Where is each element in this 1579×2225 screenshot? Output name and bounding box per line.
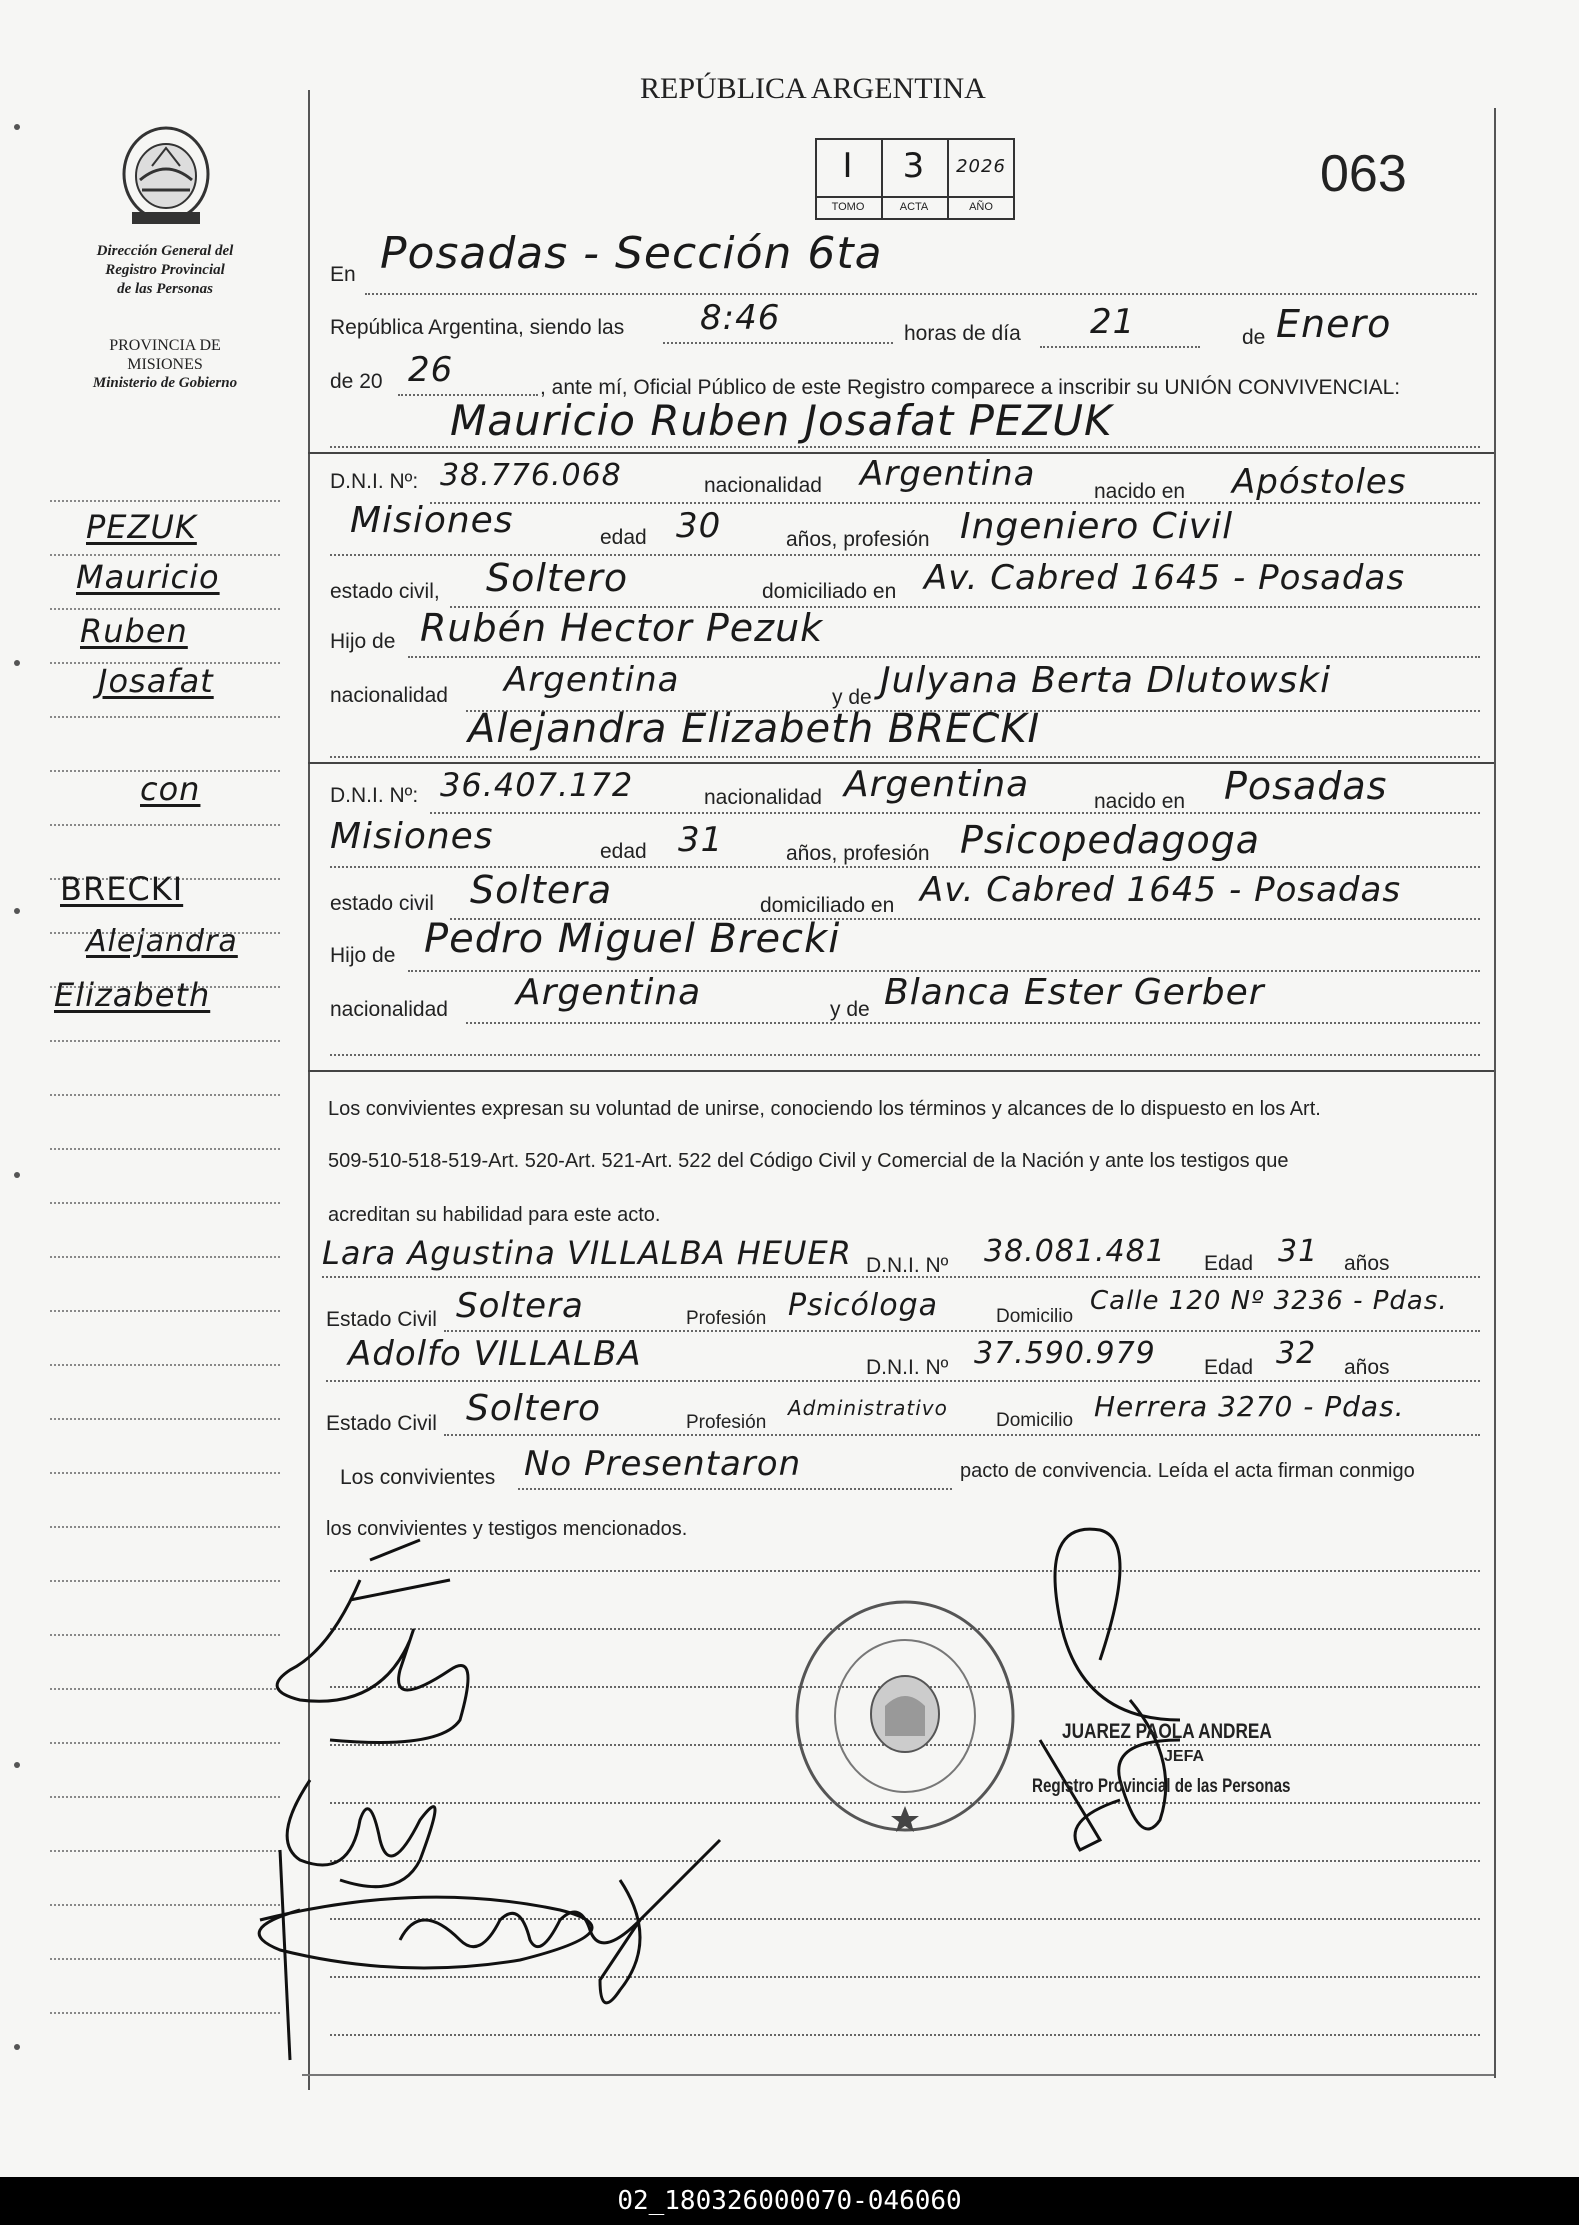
en-label: En <box>330 263 356 286</box>
p2-profession-value: Psicopedagoga <box>960 818 1261 862</box>
closing-line2: los convivientes y testigos mencionados. <box>326 1518 688 1540</box>
w1-profession-value: Psicóloga <box>788 1288 939 1323</box>
p2-mother-value: Blanca Ester Gerber <box>884 972 1265 1013</box>
margin-second-surname: BRECKI <box>60 870 184 908</box>
w2-address-value: Herrera 3270 - Pdas. <box>1094 1390 1405 1423</box>
p1-born-value: Apóstoles <box>1232 462 1407 502</box>
p1-line1-dots <box>430 502 1480 504</box>
margin-line <box>50 1472 280 1474</box>
margin-second-name1: Alejandra <box>86 924 238 959</box>
signature-official <box>1040 1529 1180 1850</box>
person1-full-name: Mauricio Ruben Josafat PEZUK <box>450 396 1113 445</box>
w1-civil-label: Estado Civil <box>326 1308 437 1331</box>
official-role: JEFA <box>1164 1748 1205 1765</box>
p2-line5-dots <box>466 1022 1480 1024</box>
legal-line3: acreditan su habilidad para este acto. <box>328 1204 661 1226</box>
w1-age-label: Edad <box>1204 1252 1254 1275</box>
agency-line2: Registro Provincial <box>105 262 225 278</box>
p2-civil-label: estado civil <box>330 892 434 915</box>
binder-mark-2 <box>14 660 20 666</box>
binder-mark-4 <box>14 1172 20 1178</box>
w1-line1-dots <box>322 1276 1480 1278</box>
official-office: Registro Provincial de las Personas <box>1032 1776 1291 1797</box>
person2-full-name: Alejandra Elizabeth BRECKI <box>468 706 1041 752</box>
w2-civil-label: Estado Civil <box>326 1412 437 1435</box>
person2-name-dots <box>330 756 1480 758</box>
p2-father-nat-label: nacionalidad <box>330 998 448 1021</box>
binder-mark-5 <box>14 1762 20 1768</box>
margin-line <box>50 1040 280 1042</box>
margin-line <box>50 1310 280 1312</box>
p2-nationality-value: Argentina <box>844 764 1030 805</box>
p2-child-label: Hijo de <box>330 944 396 967</box>
acta-label: ACTA <box>899 201 929 213</box>
margin-first-name3: Josafat <box>98 662 214 700</box>
margin-second-name2: Elizabeth <box>54 976 211 1014</box>
margin-line <box>50 1148 280 1150</box>
p1-age-value: 30 <box>676 506 722 546</box>
margin-first-name2: Ruben <box>80 612 188 650</box>
w1-age-value: 31 <box>1278 1234 1319 1269</box>
official-name: JUAREZ PAOLA ANDREA <box>1062 1720 1272 1743</box>
legal-line2: 509-510-518-519-Art. 520-Art. 521-Art. 522 del Código Civil y Comercial de la Nación y ante los testigos que <box>328 1150 1289 1172</box>
day-dots <box>1040 346 1200 348</box>
place-dots <box>365 293 1477 295</box>
agency-line3: de las Personas <box>117 281 213 297</box>
country-title: REPÚBLICA ARGENTINA <box>640 72 986 105</box>
p1-civil-label: estado civil, <box>330 580 440 603</box>
province-block <box>70 336 260 393</box>
statement-text: , ante mí, Oficial Público de este Registro comparece a inscribir su UNIÓN CONVIVENCIAL: <box>540 376 1401 399</box>
margin-line <box>50 1202 280 1204</box>
margin-line <box>50 824 280 826</box>
p1-address-value: Av. Cabred 1645 - Posadas <box>924 558 1406 598</box>
w2-age-label: Edad <box>1204 1356 1254 1379</box>
p2-dni-value: 36.407.172 <box>440 766 634 804</box>
tomo-value: I <box>842 146 854 186</box>
w2-line2-dots <box>444 1434 1480 1436</box>
margin-line <box>50 608 280 610</box>
p1-profession-value: Ingeniero Civil <box>960 506 1234 547</box>
margin-first-surname: PEZUK <box>86 508 197 546</box>
margin-line <box>50 1256 280 1258</box>
p2-age-value: 31 <box>678 820 724 860</box>
p1-nationality-label: nacionalidad <box>704 474 822 497</box>
place-value: Posadas - Sección 6ta <box>380 228 883 279</box>
margin-first-name1: Mauricio <box>76 558 220 596</box>
p1-address-label: domiciliado en <box>762 580 897 603</box>
p2-civil-value: Soltera <box>470 868 613 912</box>
p2-father-nat-value: Argentina <box>516 972 702 1013</box>
p1-civil-value: Soltero <box>486 556 629 600</box>
w2-years-label: años <box>1344 1356 1390 1379</box>
p2-born-label: nacido en <box>1094 790 1186 813</box>
p2-address-label: domiciliado en <box>760 894 895 917</box>
ano-label: AÑO <box>969 201 993 213</box>
w1-civil-value: Soltera <box>456 1286 584 1326</box>
p2-born-value: Posadas <box>1224 764 1388 808</box>
p2-father-value: Pedro Miguel Brecki <box>424 916 841 962</box>
p1-age-label: edad <box>600 526 647 549</box>
republic-label: República Argentina, siendo las <box>330 316 625 339</box>
time-value: 8:46 <box>700 298 781 338</box>
month-value: Enero <box>1276 302 1392 346</box>
person1-name-dots <box>330 446 1480 448</box>
signature-1 <box>277 1540 468 1743</box>
w2-age-value: 32 <box>1276 1336 1317 1371</box>
p1-and-label: y de <box>832 686 872 709</box>
w2-line1-dots <box>326 1380 1480 1382</box>
w1-dni-value: 38.081.481 <box>984 1234 1166 1269</box>
pact-label: Los convivientes <box>340 1466 496 1489</box>
time-dots <box>663 342 893 344</box>
binder-mark-3 <box>14 908 20 914</box>
p1-line4-dots <box>408 656 1480 658</box>
p2-line6-dots <box>330 1054 1480 1056</box>
p1-mother-value: Julyana Berta Dlutowski <box>880 660 1332 701</box>
agency-name <box>70 242 260 299</box>
p2-profession-label: años, profesión <box>786 842 930 865</box>
p2-and-label: y de <box>830 998 870 1021</box>
w2-profession-value: Administrativo <box>788 1396 948 1420</box>
p2-age-label: edad <box>600 840 647 863</box>
p2-line1-dots <box>430 812 1480 814</box>
margin-line <box>50 1364 280 1366</box>
margin-line <box>50 1094 280 1096</box>
province-line2: MISIONES <box>127 356 203 373</box>
margin-line <box>50 716 280 718</box>
page-number: 063 <box>1320 145 1407 203</box>
w1-line2-dots <box>444 1330 1480 1332</box>
year-label: de 20 <box>330 370 383 393</box>
binder-mark-1 <box>14 124 20 130</box>
p1-profession-label: años, profesión <box>786 528 930 551</box>
right-margin-rule <box>1494 108 1496 2078</box>
w1-address-label: Domicilio <box>996 1306 1074 1327</box>
p1-province-value: Misiones <box>350 500 514 541</box>
agency-line1: Dirección General del <box>96 243 234 259</box>
pact-dots <box>518 1488 952 1490</box>
p2-nationality-label: nacionalidad <box>704 786 822 809</box>
scan-footer-code: 02_180326000070-046060 <box>0 2177 1579 2225</box>
margin-line <box>50 500 280 502</box>
misiones-coat-of-arms <box>112 118 220 230</box>
w1-years-label: años <box>1344 1252 1390 1275</box>
margin-line <box>50 554 280 556</box>
pact-rest: pacto de convivencia. Leída el acta firman conmigo <box>960 1460 1415 1482</box>
book-box-divider <box>815 196 1015 198</box>
w1-profession-label: Profesión <box>686 1308 767 1329</box>
w1-name: Lara Agustina VILLALBA HEUER <box>322 1234 852 1272</box>
day-value: 21 <box>1090 302 1136 342</box>
binder-mark-6 <box>14 2044 20 2050</box>
p2-province-value: Misiones <box>330 816 494 857</box>
p1-father-nat-value: Argentina <box>504 660 680 700</box>
pact-value: No Presentaron <box>524 1444 802 1484</box>
acta-value: 3 <box>902 146 926 186</box>
tomo-label: TOMO <box>831 201 865 213</box>
w2-dni-label: D.N.I. Nº <box>866 1356 949 1379</box>
p1-dni-value: 38.776.068 <box>440 458 622 493</box>
w2-dni-value: 37.590.979 <box>974 1336 1156 1371</box>
hours-label: horas de día <box>904 322 1021 345</box>
legal-line1: Los convivientes expresan su voluntad de unirse, conociendo los términos y alcances de lo dispuesto en los Art. <box>328 1098 1321 1120</box>
p1-dni-label: D.N.I. Nº: <box>330 470 419 493</box>
signature-3 <box>400 1840 720 2003</box>
province-line1: PROVINCIA DE <box>109 337 221 354</box>
margin-line <box>50 1418 280 1420</box>
section-rule-3 <box>308 1070 1494 1072</box>
w2-address-label: Domicilio <box>996 1410 1074 1431</box>
p1-father-value: Rubén Hector Pezuk <box>420 606 824 650</box>
p1-father-nat-label: nacionalidad <box>330 684 448 707</box>
p1-child-label: Hijo de <box>330 630 396 653</box>
p1-born-label: nacido en <box>1094 480 1186 503</box>
official-seal <box>790 1596 1020 1836</box>
handwritten-signatures <box>220 1520 1320 2080</box>
w1-address-value: Calle 120 Nº 3236 - Pdas. <box>1090 1286 1448 1316</box>
p2-dni-label: D.N.I. Nº: <box>330 784 419 807</box>
w1-dni-label: D.N.I. Nº <box>866 1254 949 1277</box>
p2-address-value: Av. Cabred 1645 - Posadas <box>920 870 1402 910</box>
year-value: 26 <box>408 350 454 390</box>
p1-nationality-value: Argentina <box>860 454 1036 494</box>
ministry-line: Ministerio de Gobierno <box>92 375 238 391</box>
margin-joiner: con <box>140 770 201 808</box>
w2-name: Adolfo VILLALBA <box>348 1334 642 1374</box>
ano-value: 2026 <box>956 156 1006 177</box>
w2-profession-label: Profesión <box>686 1412 767 1433</box>
w2-civil-value: Soltero <box>466 1388 601 1429</box>
de-label: de <box>1242 326 1266 349</box>
